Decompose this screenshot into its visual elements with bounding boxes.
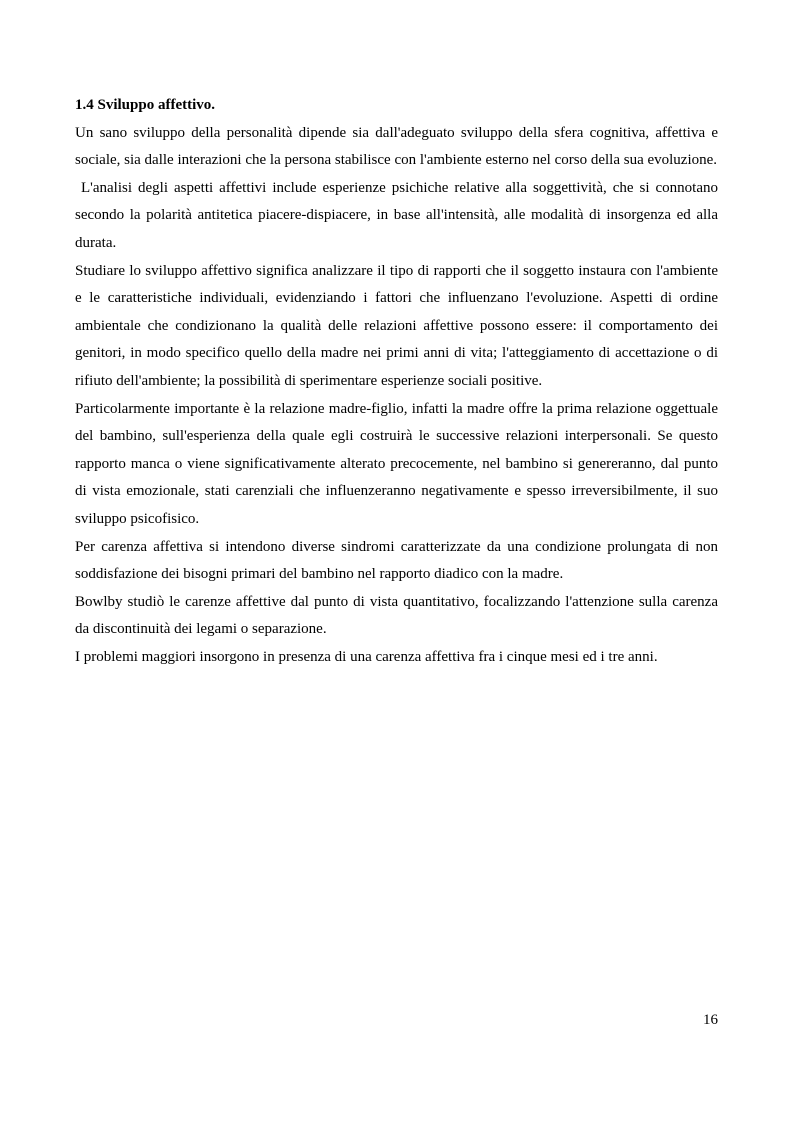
paragraph-4: Particolarmente importante è la relazione madre-figlio, infatti la madre offre la prima relazione oggettuale del bambino, sull'esperienza della quale egli costruirà le successive relazioni interpersonali. Se questo rapporto manca o viene significativamente alterato precocemente, nel bambino si genereranno, dal punto di vista emozionale, stati carenziali che influenzeranno negativamente e spesso irreversibilmente, il suo sviluppo psicofisico. bbox=[75, 400, 718, 527]
paragraph-6: Bowlby studiò le carenze affettive dal punto di vista quantitativo, focalizzando l'attenzione sulla carenza da discontinuità dei legami o separazione. bbox=[75, 593, 718, 638]
paragraph-7: I problemi maggiori insorgono in presenza di una carenza affettiva fra i cinque mesi ed i tre anni. bbox=[75, 648, 658, 665]
paragraph-3: Studiare lo sviluppo affettivo significa analizzare il tipo di rapporti che il soggetto instaura con l'ambiente e le caratteristiche individuali, evidenziando i fattori che influenzano l'evoluzione. Aspetti di ordine ambientale che condizionano la qualità delle relazioni affettive possono essere: il comportamento dei genitori, in modo specifico quello della madre nei primi anni di vita; l'atteggiamento di accettazione o di rifiuto dell'ambiente; la possibilità di sperimentare esperienze sociali positive. bbox=[75, 262, 718, 389]
page-body bbox=[75, 92, 722, 671]
section-title: 1.4 Sviluppo affettivo. bbox=[75, 97, 216, 113]
paragraph-5: Per carenza affettiva si intendono diverse sindromi caratterizzate da una condizione prolungata di non soddisfazione dei bisogni primari del bambino nel rapporto diadico con la madre. bbox=[75, 538, 718, 583]
page-number: 16 bbox=[703, 1012, 718, 1028]
paragraph-1: Un sano sviluppo della personalità dipende sia dall'adeguato sviluppo della sfera cognitiva, affettiva e sociale, sia dalle interazioni che la persona stabilisce con l'ambiente esterno nel corso della sua evoluzione. bbox=[75, 124, 718, 169]
paragraph-2: L'analisi degli aspetti affettivi include esperienze psichiche relative alla soggettività, che si connotano secondo la polarità antitetica piacere-dispiacere, in base all'intensità, alle modalità di insorgenza ed alla durata. bbox=[75, 179, 722, 251]
